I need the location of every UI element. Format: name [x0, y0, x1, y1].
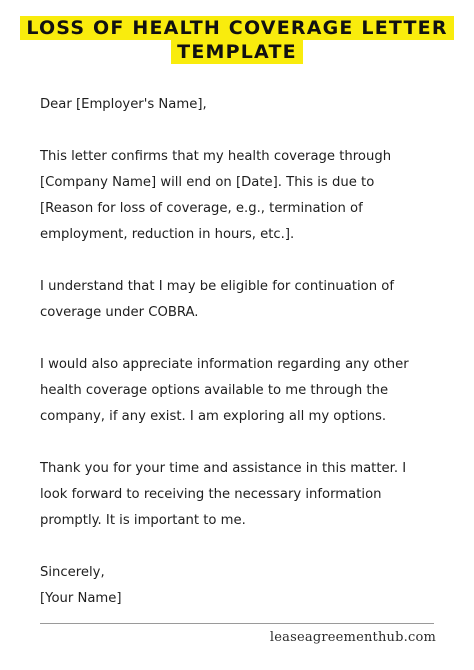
letter-body: [40, 92, 440, 612]
paragraph-thank-you: Thank you for your time and assistance in this matter. I look forward to receiving the necessary information promptly. It is important to me.: [40, 461, 407, 528]
closing: Sincerely,: [40, 565, 105, 580]
signature: [Your Name]: [40, 591, 122, 606]
title-line-2: TEMPLATE: [171, 40, 303, 64]
document-title: [0, 16, 474, 64]
salutation: Dear [Employer's Name],: [40, 97, 207, 112]
title-line-1: LOSS OF HEALTH COVERAGE LETTER: [20, 16, 453, 40]
paragraph-other-options: I would also appreciate information regarding any other health coverage options available to me through the company, if any exist. I am exploring all my options.: [40, 357, 409, 424]
paragraph-cobra: I understand that I may be eligible for continuation of coverage under COBRA.: [40, 279, 395, 320]
footer-site: leaseagreementhub.com: [269, 630, 436, 645]
paragraph-coverage-ending: This letter confirms that my health coverage through [Company Name] will end on [Date]. This is due to [Reason for loss of coverage, e.g., termination of employment, reduction in hours, etc.].: [40, 149, 392, 242]
footer-divider: [40, 623, 434, 624]
